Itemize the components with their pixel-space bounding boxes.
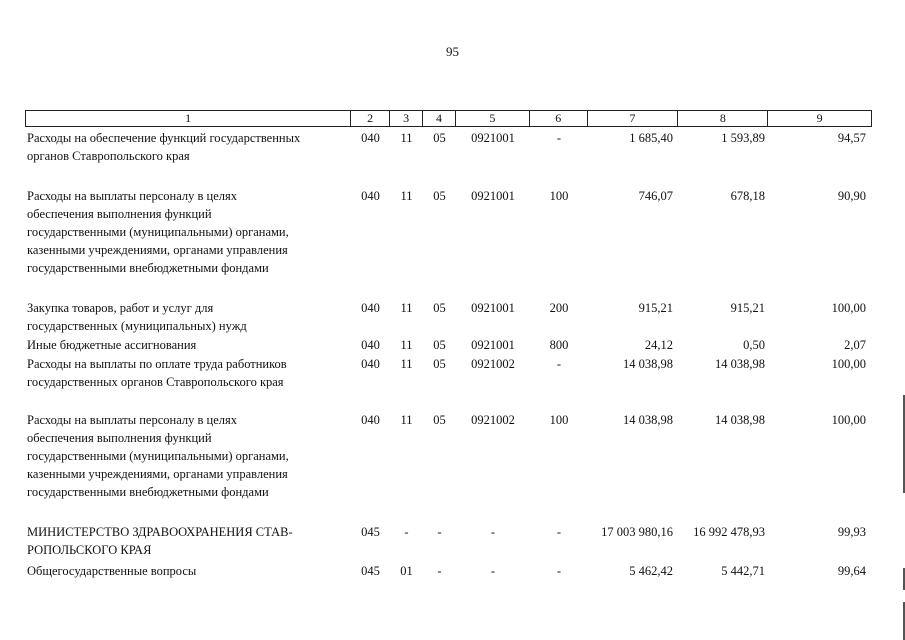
row-percent: 94,57 (837, 131, 866, 145)
row-actual: 0,50 (743, 338, 765, 352)
row-section: 11 (400, 301, 413, 315)
row-name: Закупка товаров, работ и услуг для государственных (муниципальных) нужд (27, 301, 247, 333)
row-expense-type: 800 (549, 338, 569, 352)
row-section: 11 (400, 189, 413, 203)
row-expense-type: 100 (549, 413, 569, 427)
row-name: Иные бюджетные ассигнования (27, 338, 197, 352)
table-row (25, 299, 872, 336)
column-header: 5 (456, 111, 530, 126)
table-row (25, 129, 872, 187)
row-target: 0921001 (471, 131, 515, 145)
row-subsection: - (437, 525, 442, 539)
row-percent: 100,00 (831, 357, 866, 371)
table-row (25, 355, 872, 411)
row-percent: 99,93 (837, 525, 866, 539)
column-header: 3 (390, 111, 423, 126)
column-header: 2 (351, 111, 390, 126)
row-percent: 100,00 (831, 413, 866, 427)
row-plan: 746,07 (638, 189, 673, 203)
row-actual: 14 038,98 (715, 413, 765, 427)
row-code: 040 (361, 189, 380, 203)
row-expense-type: 100 (549, 189, 569, 203)
row-subsection: 05 (433, 413, 446, 427)
row-code: 040 (361, 338, 380, 352)
row-code: 040 (361, 357, 380, 371)
row-actual: 14 038,98 (715, 357, 765, 371)
row-subsection: 05 (433, 301, 446, 315)
row-actual: 915,21 (730, 301, 765, 315)
row-plan: 1 685,40 (629, 131, 673, 145)
row-target: 0921002 (471, 357, 515, 371)
row-section: 11 (400, 131, 413, 145)
row-plan: 5 462,42 (629, 564, 673, 578)
table-row (25, 523, 872, 562)
table-row (25, 336, 872, 355)
row-target: 0921001 (471, 189, 515, 203)
row-name: Расходы на выплаты персоналу в целях обеспечения выполнения функций государственными (муниципальными) органами, казенными учреждениями, органами управления государственными внебюджетными фондами (27, 413, 289, 499)
row-plan: 14 038,98 (623, 413, 673, 427)
column-header: 8 (678, 111, 768, 126)
table-row (25, 187, 872, 299)
row-code: 040 (361, 131, 380, 145)
column-header: 6 (530, 111, 588, 126)
row-section: 11 (400, 357, 413, 371)
row-plan: 14 038,98 (623, 357, 673, 371)
row-subsection: - (437, 564, 442, 578)
row-actual: 16 992 478,93 (693, 525, 765, 539)
row-target: - (490, 564, 496, 578)
row-target: 0921001 (471, 338, 515, 352)
row-section: 11 (400, 338, 413, 352)
row-name: Общегосударственные вопросы (27, 564, 197, 578)
row-plan: 17 003 980,16 (601, 525, 673, 539)
row-code: 045 (361, 525, 380, 539)
row-percent: 90,90 (837, 189, 866, 203)
row-code: 040 (361, 301, 380, 315)
row-expense-type: - (556, 525, 562, 539)
row-name: Расходы на выплаты персоналу в целях обеспечения выполнения функций государственными (муниципальными) органами, казенными учреждениями, органами управления государственными внебюджетными фондами (27, 189, 289, 275)
row-code: 045 (361, 564, 380, 578)
row-subsection: 05 (433, 357, 446, 371)
table-row (25, 562, 872, 581)
page-number: 95 (446, 44, 459, 59)
column-header: 1 (26, 111, 351, 126)
row-target: 0921001 (471, 301, 515, 315)
row-actual: 1 593,89 (721, 131, 765, 145)
row-section: 01 (400, 564, 413, 578)
row-section: 11 (400, 413, 413, 427)
table-row (25, 411, 872, 523)
row-expense-type: - (556, 131, 562, 145)
row-percent: 99,64 (837, 564, 866, 578)
row-plan: 24,12 (644, 338, 673, 352)
row-target: 0921002 (471, 413, 515, 427)
row-subsection: 05 (433, 189, 446, 203)
row-subsection: 05 (433, 131, 446, 145)
row-expense-type: - (556, 357, 562, 371)
row-actual: 5 442,71 (721, 564, 765, 578)
row-plan: 915,21 (638, 301, 673, 315)
row-expense-type: 200 (549, 301, 569, 315)
row-percent: 100,00 (831, 301, 866, 315)
row-section: - (404, 525, 409, 539)
table-header (25, 110, 872, 127)
row-name: МИНИСТЕРСТВО ЗДРАВООХРАНЕНИЯ СТАВ- РОПОЛЬСКОГО КРАЯ (27, 525, 293, 557)
row-subsection: 05 (433, 338, 446, 352)
row-code: 040 (361, 413, 380, 427)
row-target: - (490, 525, 496, 539)
row-actual: 678,18 (730, 189, 765, 203)
column-header: 7 (588, 111, 679, 126)
column-header: 9 (816, 111, 823, 125)
row-name: Расходы на обеспечение функций государственных органов Ставропольского края (27, 131, 301, 163)
row-percent: 2,07 (844, 338, 866, 352)
row-name: Расходы на выплаты по оплате труда работников государственных органов Ставропольского края (27, 357, 287, 389)
column-header: 4 (423, 111, 456, 126)
budget-table (25, 110, 872, 581)
row-expense-type: - (556, 564, 562, 578)
